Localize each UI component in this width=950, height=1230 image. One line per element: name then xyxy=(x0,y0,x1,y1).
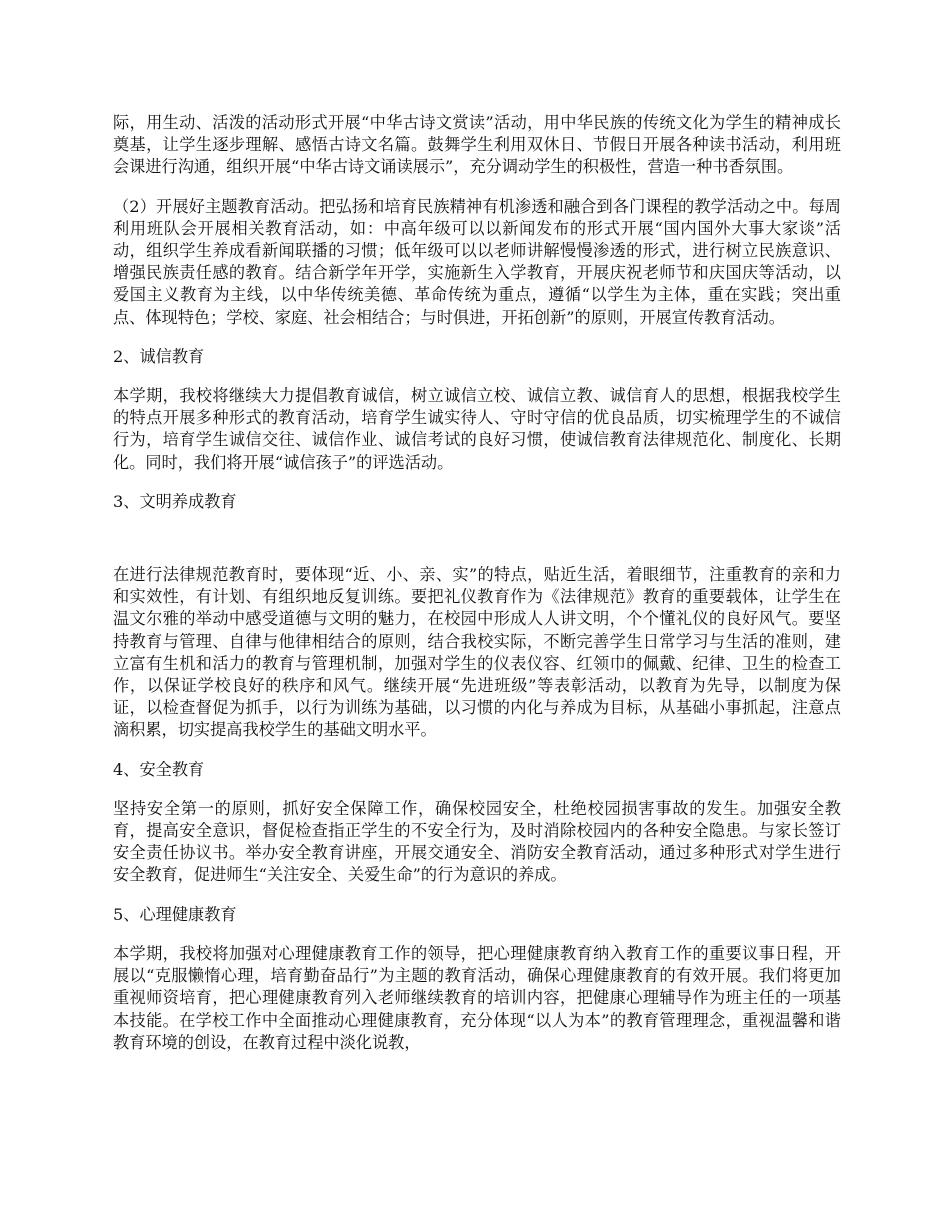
paragraph-mental-health-education: 本学期，我校将加强对心理健康教育工作的领导，把心理健康教育纳入教育工作的重要议事日程，开展以“克服懒惰心理，培育勤奋品行”为主题的教育活动，确保心理健康教育的有效开展。我们将更加重视师资培育，把心理健康教育列入老师继续教育的培训内容，把健康心理辅导作为班主任的一项基本技能。在学校工作中全面推动心理健康教育，充分体现“以人为本”的教育管理理念，重视温馨和谐教育环境的创设，在教育过程中淡化说教， xyxy=(113,943,841,1052)
paragraph-integrity-education: 本学期，我校将继续大力提倡教育诚信，树立诚信立校、诚信立教、诚信育人的思想，根据我校学生的特点开展多种形式的教育活动，培育学生诚实待人、守时守信的优良品质，切实梳理学生的不诚信行为，培育学生诚信交往、诚信作业、诚信考试的良好习惯，使诚信教育法律规范化、制度化、长期化。同时，我们将开展“诚信孩子”的评选活动。 xyxy=(113,386,841,472)
heading-safety-education: 4、安全教育 xyxy=(113,759,205,779)
blank-gap xyxy=(113,530,841,564)
heading-integrity-education: 2、诚信教育 xyxy=(113,346,205,366)
paragraph-theme-education: （2）开展好主题教育活动。把弘扬和培育民族精神有机渗透和融合到各门课程的教学活动之中。每周利用班队会开展相关教育活动，如：中高年级可以以新闻发布的形式开展“国内国外大事大家谈”活动，组织学生养成看新闻联播的习惯；低年级可以以老师讲解慢慢渗透的形式，进行树立民族意识、增强民族责任感的教育。结合新学年开学，实施新生入学教育，开展庆祝老师节和庆国庆等活动，以爱国主义教育为主线，以中华传统美德、革命传统为重点，遵循“以学生为主体，重在实践；突出重点、体现特色；学校、家庭、社会相结合；与时俱进，开拓创新”的原则，开展宣传教育活动。 xyxy=(113,196,841,327)
heading-civility-education: 3、文明养成教育 xyxy=(113,491,237,511)
paragraph-classics-reading: 际，用生动、活泼的活动形式开展“中华古诗文赏读”活动，用中华民族的传统文化为学生的精神成长奠基，让学生逐步理解、感悟古诗文名篇。鼓舞学生利用双休日、节假日开展各种读书活动，利用班会课进行沟通，组织开展“中华古诗文诵读展示”，充分调动学生的积极性，营造一种书香氛围。 xyxy=(113,113,841,177)
paragraph-civility-education: 在进行法律规范教育时，要体现“近、小、亲、实”的特点，贴近生活，着眼细节，注重教育的亲和力和实效性，有计划、有组织地反复训练。要把礼仪教育作为《法律规范》教育的重要载体，让学生在温文尔雅的举动中感受道德与文明的魅力，在校园中形成人人讲文明，个个懂礼仪的良好风气。要坚持教育与管理、自律与他律相结合的原则，结合我校实际，不断完善学生日常学习与生活的准则，建立富有生机和活力的教育与管理机制，加强对学生的仪表仪容、红领巾的佩戴、纪律、卫生的检查工作，以保证学校良好的秩序和风气。继续开展“先进班级”等表彰活动，以教育为先导，以制度为保证，以检查督促为抓手，以行为训练为基础，以习惯的内化与养成为目标，从基础小事抓起，注意点滴积累，切实提高我校学生的基础文明水平。 xyxy=(113,565,841,740)
document-body xyxy=(113,112,841,1071)
heading-mental-health-education: 5、心理健康教育 xyxy=(113,904,237,924)
paragraph-safety-education: 坚持安全第一的原则，抓好安全保障工作，确保校园安全，杜绝校园损害事故的发生。加强安全教育，提高安全意识，督促检查指正学生的不安全行为，及时消除校园内的各种安全隐患。与家长签订安全责任协议书。举办安全教育讲座，开展交通安全、消防安全教育活动，通过多种形式对学生进行安全教育，促进师生“关注安全、关爱生命”的行为意识的养成。 xyxy=(113,798,841,885)
